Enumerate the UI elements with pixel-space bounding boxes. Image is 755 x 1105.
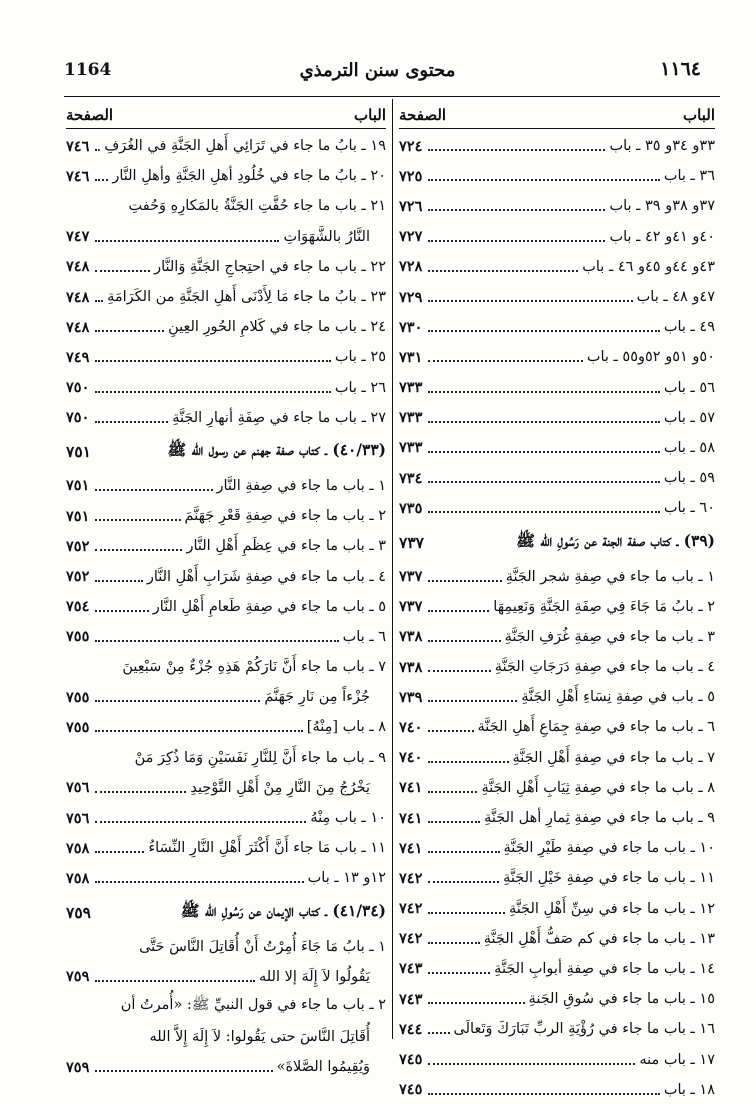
toc-entry-title: ٧ ـ باب ما جاء أَنَّ نَارَكُمْ هَذِهِ جُزْءٌ مِنْ سَبْعِينَ [122, 659, 386, 676]
dot-leader [428, 851, 499, 853]
toc-entry [399, 282, 715, 312]
toc-entry [399, 984, 715, 1014]
toc-entry-title: ٥٦ ـ باب [663, 379, 715, 396]
toc-entry [399, 1075, 715, 1105]
toc-entry-title: ٢٢ ـ باب ما جاء في احتِجاجِ الجَنَّةِ وَالنَّار [154, 258, 386, 275]
column-header-rule [66, 128, 386, 129]
toc-entry-page: ٧٣٧ [399, 532, 424, 552]
toc-entry [66, 1052, 386, 1082]
dot-leader [95, 300, 103, 302]
dot-leader [95, 1070, 272, 1072]
dot-leader [428, 149, 605, 151]
toc-entry [399, 131, 715, 161]
toc-entry [399, 561, 715, 591]
toc-entry [66, 833, 386, 863]
dot-leader [428, 179, 659, 181]
toc-entry-title: ٤٣و ٤٤و ٤٥و ٤٦ ـ باب [582, 258, 715, 275]
dot-leader [95, 391, 330, 393]
toc-entry-title: ١٠ ـ باب مِنْهُ [310, 810, 386, 827]
dot-leader [428, 730, 473, 732]
page-number-arabic: ١١٦٤ [660, 58, 701, 80]
toc-entry [66, 682, 386, 712]
toc-entry-title: ٦ ـ باب ما جاء في صِفةِ جِمَاعِ أَهلِ الجَنَّة [477, 719, 715, 736]
toc-entry-page: ٧٤٨ [66, 258, 90, 276]
dot-leader [428, 1063, 635, 1065]
toc-entry-title: ١٠ ـ باب ما جاء في صِفةِ طَيْرِ الجَنَّةِ [503, 840, 715, 857]
dot-leader [95, 519, 180, 521]
column-header-safha: الصفحة [66, 106, 114, 124]
toc-entry-title: ١٤ ـ باب ما جاء في صِفةِ أبوابِ الجَنَّةِ [494, 960, 715, 977]
running-title: محتوى سنن الترمذي [299, 60, 456, 81]
toc-entry [66, 471, 386, 501]
toc-entry-page: ٧٥٦ [66, 809, 90, 827]
dot-leader [95, 360, 330, 362]
dot-leader [95, 821, 306, 823]
toc-entry-page: ٧٤٩ [66, 348, 90, 366]
dot-leader [95, 149, 100, 151]
toc-entry-page: ٧٣٠ [399, 318, 423, 336]
dot-leader [428, 240, 605, 242]
toc-entry-title: وَيُقِيمُوا الصَّلاةَ» [276, 1059, 370, 1076]
toc-entry-title: ٢٧ ـ باب ما جاء في صِفَةِ أنهارِ الجَنَّةِ [172, 409, 386, 426]
dot-leader [428, 881, 499, 883]
toc-entry-title: ٨ ـ باب ما جاء في صِفةِ ثِيَابِ أَهْلِ الجَنَّةِ [481, 779, 715, 796]
toc-entry [399, 863, 715, 893]
toc-entry-page: ٧٣٣ [399, 379, 423, 397]
toc-entry-title: أُقَاتِلَ النَّاسَ حتى يَقُولوا: لاَ إِلَهَ إِلاَّ الله [149, 1029, 370, 1046]
dot-leader [95, 489, 212, 491]
toc-entry-page: ٧٤٣ [399, 960, 423, 978]
toc-entry-page: ٧٤٥ [399, 1051, 423, 1069]
toc-column-left [66, 100, 386, 1082]
toc-entry [66, 1022, 386, 1052]
toc-entry-title: ١ ـ بابُ مَا جَاءَ أُمِرْتُ أَنْ أُقَاتِلَ النَّاسَ حَتَّى [139, 938, 386, 955]
dot-leader [428, 610, 489, 612]
toc-entry-page: ٧٥٥ [66, 628, 90, 646]
column-header-rule [399, 128, 715, 129]
toc-entry [66, 773, 386, 803]
toc-entry-page: ٧٣٨ [399, 628, 423, 646]
toc-entry-title: ٢٤ ـ باب ما جاء في كَلامِ الحُورِ العِينِ [168, 319, 386, 336]
toc-entry-title: ٢ ـ بابُ مَا جَاءَ فِي صِفَةِ الجَنَّةِ وَنَعِيمِهَا [493, 598, 715, 615]
toc-entry-title: ١٢و ١٣ ـ باب [307, 870, 386, 887]
toc-entry-title: ٥٩ ـ باب [663, 470, 715, 487]
toc-entry [66, 191, 386, 221]
toc-entry-title: ٣٣و ٣٤و ٣٥ ـ باب [609, 138, 715, 155]
toc-entry-title: ٤٧و ٤٨ ـ باب [636, 289, 715, 306]
toc-entry [399, 342, 715, 372]
toc-entry [399, 463, 715, 493]
toc-entry-page: ٧٣٨ [399, 658, 423, 676]
toc-entry [399, 373, 715, 403]
toc-entry-page: ٧٥١ [66, 507, 90, 525]
column-header-bab: الباب [354, 106, 386, 124]
toc-entry-title: ٩ ـ باب ما جاء أَنَّ لِلنَّارِ نَفَسَيْنِ وَمَا ذُكِرَ مَنْ [134, 749, 386, 766]
header-rule [64, 96, 720, 97]
toc-entry-title: ٤٩ ـ باب [663, 319, 715, 336]
toc-entry-title: ٣ ـ باب ما جاء في صِفةِ غُرَفِ الجَنَّةِ [504, 628, 715, 645]
toc-entry-title: ٦٠ ـ باب [663, 500, 715, 517]
toc-entry-title: ٢٣ ـ بابُ ما جاء مَا لِأَدْنَى أَهلِ الجَنَّةِ من الكَرَامَةِ [107, 289, 386, 306]
toc-entry-page: ٧٤٠ [399, 718, 423, 736]
toc-entry [66, 161, 386, 191]
toc-entry [399, 924, 715, 954]
toc-entry [399, 312, 715, 342]
toc-entry-page: ٧٤١ [399, 779, 423, 797]
toc-entry [66, 501, 386, 531]
toc-entry-title: ٦ ـ باب [342, 628, 386, 645]
toc-entry-page: ٧٣٤ [399, 469, 423, 487]
toc-entry-page: ٧٤١ [399, 809, 423, 827]
toc-entry-title: ٥ ـ باب في صِفةِ نِسَاءِ أَهْلِ الجَنَّةِ [521, 689, 715, 706]
dot-leader [428, 761, 508, 763]
dot-leader [428, 511, 659, 513]
toc-entry [66, 373, 386, 403]
toc-entry-title: (٤١/٣٤) ـ كتاب الإيمان عن رَسُولِ الله ﷺ [180, 901, 386, 920]
toc-entry [399, 493, 715, 523]
toc-entry [66, 743, 386, 773]
toc-entry-page: ٧٢٦ [399, 197, 423, 215]
toc-entry-page: ٧٢٥ [399, 167, 423, 185]
toc-entry-title: النَّارُ بالشَّهَوَاتِ [283, 228, 370, 245]
toc-entry-page: ٧٤٤ [399, 1020, 423, 1038]
dot-leader [95, 791, 186, 793]
toc-entry-title: ٢ ـ باب ما جاء في صِفةِ قَعْرِ جَهَنَّمَ [184, 508, 386, 525]
toc-entry [66, 592, 386, 622]
toc-rows [66, 131, 386, 1082]
toc-entry-title: جُزْءاً مِن نَارِ جَهَنَّمَ [264, 689, 370, 706]
toc-entry-page: ٧٥٤ [66, 598, 90, 616]
toc-entry-page: ٧٥٥ [66, 718, 90, 736]
toc-entry [399, 433, 715, 463]
dot-leader [95, 730, 302, 732]
toc-entry-page: ٧٤٣ [399, 990, 423, 1008]
toc-section-heading [66, 433, 386, 471]
toc-entry-title: ١١ ـ باب ما جاء في صِفةِ خَيْلِ الجَنَّةِ [503, 870, 715, 887]
dot-leader [95, 240, 279, 242]
toc-entry-page: ٧٥١ [66, 442, 91, 462]
dot-leader [95, 610, 148, 612]
toc-entry [66, 131, 386, 161]
toc-entry [66, 312, 386, 342]
toc-entry [66, 992, 386, 1022]
toc-entry-title: ٨ ـ باب [مِنْهُ] [306, 719, 386, 736]
dot-leader [95, 640, 338, 642]
toc-entry-title: ١ ـ باب ما جاء في صِفةِ شجر الجَنَّةِ [505, 568, 715, 585]
toc-column-right [399, 100, 715, 1105]
dot-leader [95, 330, 164, 332]
toc-entry-title: ٥٧ ـ باب [663, 409, 715, 426]
toc-entry [66, 863, 386, 893]
toc-entry-title: ٥٠و ٥١و ٥٢و٥٥ ـ باب [586, 349, 715, 366]
column-header [399, 100, 715, 128]
toc-entry-title: ٣٦ ـ باب [663, 168, 715, 185]
toc-entry [66, 282, 386, 312]
toc-entry-title: ٢٥ ـ باب [334, 349, 386, 366]
toc-entry [399, 773, 715, 803]
toc-entry-title: ١٩ ـ بابُ ما جاء في تَرَائِي أَهلِ الجَنَّةِ في الغُرَفِ [104, 138, 386, 155]
toc-entry [66, 531, 386, 561]
dot-leader [428, 481, 659, 483]
toc-entry [66, 932, 386, 962]
toc-entry-page: ٧٤٢ [399, 869, 423, 887]
toc-entry [399, 191, 715, 221]
toc-entry-page: ٧٤٠ [399, 749, 423, 767]
toc-entry-page: ٧٥٩ [66, 903, 91, 922]
dot-leader [428, 1032, 449, 1034]
page-number-latin: 1164 [64, 60, 112, 80]
column-header-bab: الباب [683, 106, 715, 124]
toc-entry-page: ٧٣٥ [399, 499, 423, 517]
toc-section-heading [66, 894, 386, 932]
toc-entry-page: ٧٥٦ [66, 779, 90, 797]
toc-entry-title: ٢١ ـ باب ما جاء حُفَّتِ الجَنَّةُ بالمَكارِهِ وَحُفتِ [128, 198, 386, 215]
toc-entry-page: ٧٤٥ [399, 1081, 423, 1099]
dot-leader [428, 421, 659, 423]
toc-rows [399, 131, 715, 1105]
column-divider [392, 99, 393, 1039]
dot-leader [95, 421, 168, 423]
dot-leader [95, 700, 260, 702]
page-header [40, 56, 715, 90]
toc-entry [66, 652, 386, 682]
dot-leader [428, 700, 517, 702]
column-header [66, 100, 386, 128]
toc-entry-page: ٧٥٠ [66, 379, 90, 397]
toc-entry-page: ٧٥٠ [66, 409, 90, 427]
toc-entry [399, 592, 715, 622]
toc-entry [399, 161, 715, 191]
toc-entry-title: ١٧ ـ باب منه [639, 1051, 715, 1068]
toc-entry-page: ٧٣٧ [399, 598, 423, 616]
toc-entry-page: ٧٤٨ [66, 318, 90, 336]
toc-entry [399, 622, 715, 652]
toc-entry [399, 712, 715, 742]
dot-leader [428, 912, 505, 914]
toc-entry-page: ٧٥٨ [66, 869, 90, 887]
toc-entry-title: ١١ ـ باب مَا جاء أَنَّ أَكْثَرَ أَهْلِ النَّارِ النِّسَاءُ [148, 840, 386, 857]
toc-entry-title: (٤٠/٣٣) ـ كتاب صفة جهنم عن رسول الله ﷺ [167, 440, 386, 460]
dot-leader [428, 821, 480, 823]
dot-leader [428, 300, 632, 302]
toc-entry-page: ٧٤٢ [399, 900, 423, 918]
dot-leader [428, 270, 578, 272]
toc-entry-page: ٧٢٤ [399, 137, 423, 155]
dot-leader [428, 580, 501, 582]
toc-entry [399, 1014, 715, 1044]
toc-entry-title: ٧ ـ باب ما جاء في صِفةِ أَهْلِ الجَنَّةِ [512, 749, 715, 766]
toc-entry-title: ٣ ـ باب ما جاء في عِظَمِ أَهْلِ النَّار [186, 538, 386, 555]
toc-entry-title: ٢٠ ـ بابُ ما جاء في خُلُودِ أهلِ الجَنَّةِ وأهلِ النَّار [112, 168, 386, 185]
toc-entry-page: ٧٤٦ [66, 167, 90, 185]
toc-section-heading [399, 523, 715, 561]
toc-entry-page: ٧٣٣ [399, 409, 423, 427]
toc-entry-title: ١٢ ـ باب ما جاء في سِنِّ أَهْلِ الجَنَّةِ [508, 900, 715, 917]
dot-leader [428, 942, 479, 944]
toc-entry [66, 622, 386, 652]
toc-entry-page: ٧٤٦ [66, 137, 90, 155]
toc-entry-page: ٧٥٩ [66, 1058, 90, 1076]
toc-entry-title: ١٦ ـ باب ما جاء في رُؤْيَةِ الربِّ تَبَارَكَ وَتَعالَى [453, 1021, 715, 1038]
dot-leader [95, 851, 144, 853]
toc-entry-title: ٥ ـ باب ما جاء في صِفةِ طَعامِ أَهْلِ النَّار [152, 598, 386, 615]
toc-entry [399, 682, 715, 712]
toc-entry-page: ٧٢٧ [399, 228, 423, 246]
toc-entry-page: ٧٥٥ [66, 688, 90, 706]
toc-entry [66, 222, 386, 252]
toc-entry [399, 954, 715, 984]
dot-leader [95, 179, 108, 181]
toc-entry-page: ٧٥٢ [66, 537, 90, 555]
toc-entry-page: ٧٤٨ [66, 288, 90, 306]
toc-entry-title: ٤ ـ باب ما جاء في صِفةِ دَرَجَاتِ الجَنَّةِ [494, 659, 715, 676]
toc-entry-page: ٧٥١ [66, 477, 90, 495]
toc-entry-title: ١٨ ـ باب [663, 1081, 715, 1098]
dot-leader [95, 881, 303, 883]
dot-leader [428, 330, 659, 332]
toc-entry [399, 803, 715, 833]
toc-entry-title: ٥٨ ـ باب [663, 439, 715, 456]
toc-entry-title: ٢٦ ـ باب [334, 379, 386, 396]
toc-entry [399, 652, 715, 682]
dot-leader [428, 1093, 659, 1095]
dot-leader [95, 980, 255, 982]
dot-leader [95, 549, 182, 551]
toc-entry-title: (٣٩) ـ كتاب صفة الجنة عن رَسُولِ الله ﷺ [516, 530, 715, 550]
toc-entry [66, 712, 386, 742]
toc-entry-page: ٧٥٩ [66, 968, 90, 986]
toc-entry [399, 743, 715, 773]
dot-leader [428, 360, 582, 362]
toc-entry [66, 803, 386, 833]
toc-entry-title: ٢ ـ باب ما جاء في قول النبيِّ ﷺ: «أُمرتُ أن [120, 997, 386, 1014]
toc-entry [399, 252, 715, 282]
toc-entry [399, 833, 715, 863]
toc-entry-title: ١٣ ـ باب ما جاء في كم صَفُّ أَهْلِ الجَنَّةِ [483, 930, 715, 947]
toc-entry [66, 403, 386, 433]
toc-entry-title: ٩ ـ باب ما جاء في صِفةِ ثِمارِ أهل الجَنَّةِ [484, 810, 715, 827]
dot-leader [95, 580, 142, 582]
dot-leader [428, 670, 490, 672]
dot-leader [428, 209, 605, 211]
toc-entry [66, 561, 386, 591]
toc-entry [66, 342, 386, 372]
toc-entry [399, 894, 715, 924]
toc-entry-title: ١ ـ باب ما جاء في صِفةِ النَّار [216, 477, 386, 494]
toc-entry-page: ٧٤١ [399, 839, 423, 857]
toc-entry-page: ٧٥٨ [66, 839, 90, 857]
toc-entry-page: ٧٢٨ [399, 258, 423, 276]
column-header-safha: الصفحة [399, 106, 447, 124]
toc-entry-page: ٧٣٣ [399, 439, 423, 457]
toc-entry-title: ٤ ـ باب ما جاء في صِفةِ شَرَابِ أَهْلِ النَّار [146, 568, 386, 585]
dot-leader [428, 1002, 524, 1004]
toc-entry [66, 252, 386, 282]
toc-entry [399, 1044, 715, 1074]
dot-leader [428, 791, 477, 793]
toc-entry-page: ٧٥٢ [66, 568, 90, 586]
toc-entry [399, 222, 715, 252]
dot-leader [428, 972, 490, 974]
toc-entry [66, 962, 386, 992]
dot-leader [428, 451, 659, 453]
toc-entry-title: يَخْرُجُ مِنَ النَّارِ مِنْ أَهْلِ التَّوْحِيدِ [190, 779, 370, 796]
toc-entry-page: ٧٤٧ [66, 228, 90, 246]
dot-leader [428, 640, 500, 642]
toc-entry-page: ٧٢٩ [399, 288, 423, 306]
toc-entry [399, 403, 715, 433]
toc-entry-page: ٧٤٢ [399, 930, 423, 948]
toc-entry-title: ١٥ ـ باب ما جاء في سُوقِ الجَنةِ [528, 991, 715, 1008]
toc-entry-page: ٧٣٧ [399, 568, 423, 586]
toc-entry-title: يَقُولُوا لاَ إِلَهَ إلا الله [258, 968, 370, 985]
toc-entry-title: ٣٧و ٣٨و ٣٩ ـ باب [609, 198, 715, 215]
toc-entry-page: ٧٣٩ [399, 688, 423, 706]
toc-entry-title: ٤٠و ٤١و ٤٢ ـ باب [609, 228, 715, 245]
dot-leader [428, 391, 659, 393]
toc-entry-page: ٧٣١ [399, 348, 423, 366]
dot-leader [95, 270, 150, 272]
